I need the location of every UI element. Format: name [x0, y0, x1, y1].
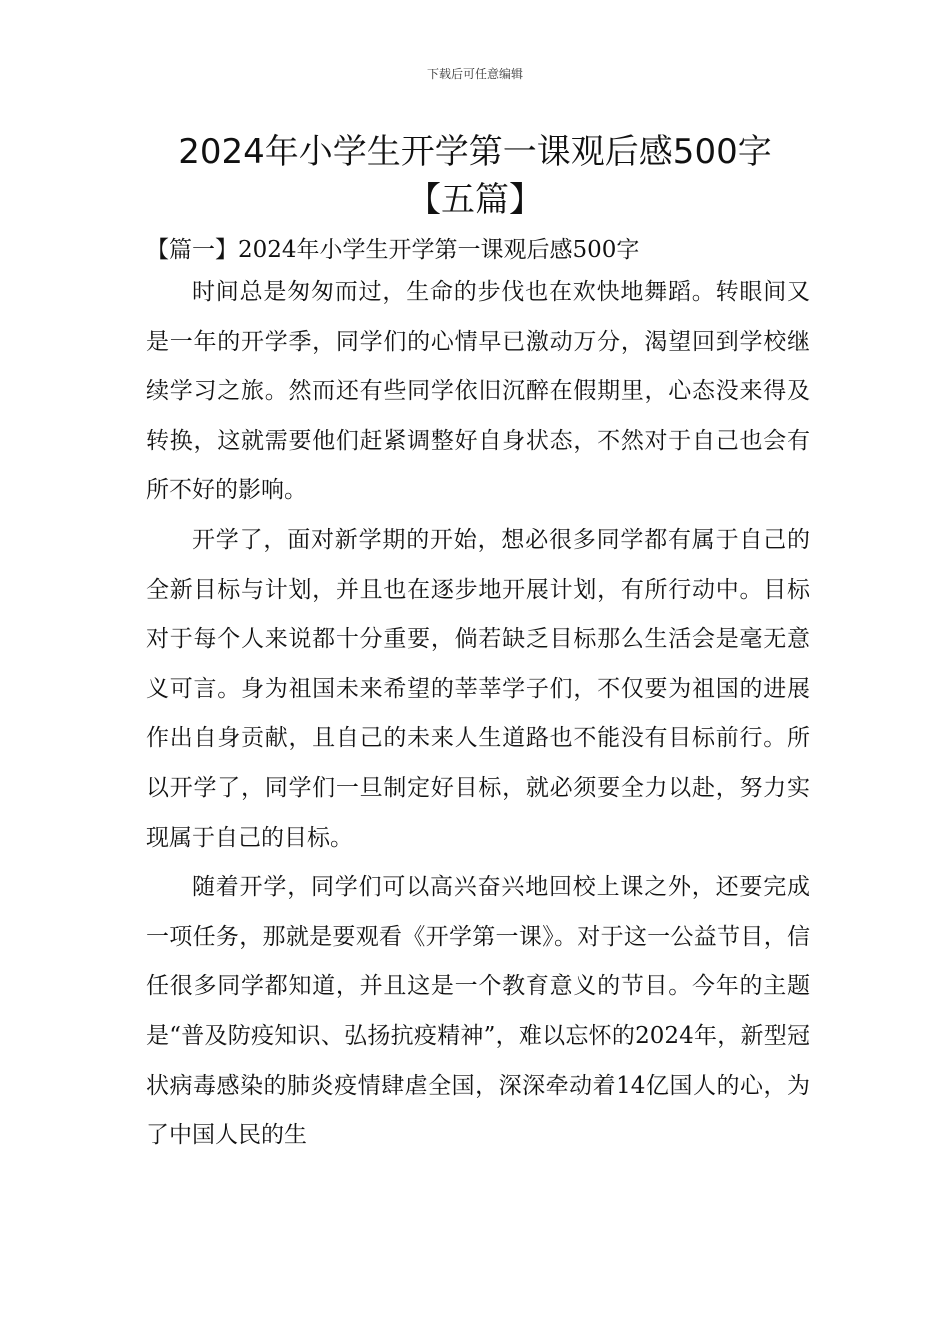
title-line-1: 2024年小学生开学第一课观后感500字 — [178, 132, 772, 172]
paragraph-2: 开学了，面对新学期的开始，想必很多同学都有属于自己的全新目标与计划，并且也在逐步地开展计划，有所行动中。目标对于每个人来说都十分重要，倘若缺乏目标那么生活会是毫无意义可言。身为祖国未来希望的莘莘学子们，不仅要为祖国的进展作出自身贡献，且自己的未来人生道路也不能没有目标前行。所以开学了，同学们一旦制定好目标，就必须要全力以赴，努力实现属于自己的目标。 — [146, 526, 810, 851]
document-title — [100, 128, 850, 224]
paragraph-3: 随着开学，同学们可以高兴奋兴地回校上课之外，还要完成一项任务，那就是要观看《开学第一课》。对于这一公益节目，信任很多同学都知道，并且这是一个教育意义的节目。今年的主题是“普及防疫知识、弘扬抗疫精神”，难以忘怀的2024年，新型冠状病毒感染的肺炎疫情肆虐全国，深深牵动着14亿国人的心，为了中国人民的生 — [146, 874, 810, 1149]
paragraph-1: 时间总是匆匆而过，生命的步伐也在欢快地舞蹈。转眼间又是一年的开学季，同学们的心情早已激动万分，渴望回到学校继续学习之旅。然而还有些同学依旧沉醉在假期里，心态没来得及转换，这就需要他们赶紧调整好自身状态，不然对于自己也会有所不好的影响。 — [146, 279, 810, 504]
header-note: 下载后可任意编辑 — [426, 67, 523, 81]
document-body — [146, 268, 810, 1161]
title-line-2: 【五篇】 — [407, 180, 543, 220]
section-heading: 【篇一】2024年小学生开学第一课观后感500字 — [146, 237, 640, 263]
